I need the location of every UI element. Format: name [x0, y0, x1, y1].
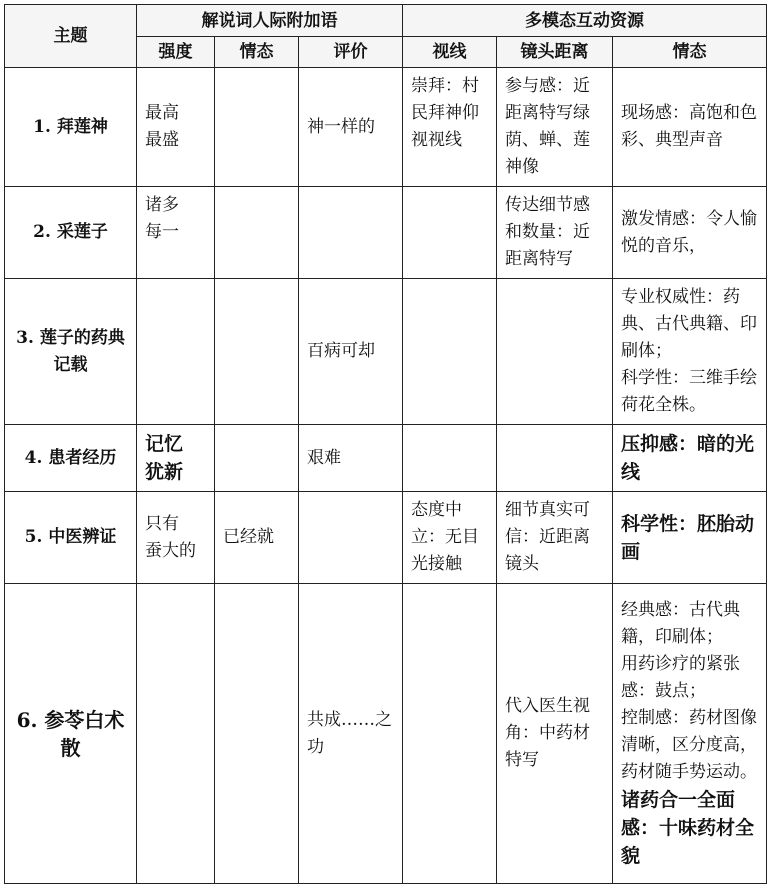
cell-modality: 已经就 [215, 492, 299, 584]
table-row [5, 492, 767, 584]
header-topic: 主题 [5, 5, 137, 68]
strength-line: 犹新 [145, 461, 184, 483]
table-row [5, 584, 767, 884]
cell-gaze [403, 187, 497, 279]
strength-line: 最高 [145, 103, 179, 123]
cell-shot-distance: 代入医生视角：中药材特写 [497, 584, 613, 884]
cell-evaluation: 共成……之功 [299, 584, 403, 884]
cell-emotion [613, 425, 767, 492]
emotion-line: 经典感：古代典籍，印刷体； [621, 600, 741, 647]
cell-shot-distance [497, 425, 613, 492]
cell-strength [137, 68, 215, 187]
table-row [5, 279, 767, 425]
cell-shot-distance: 参与感：近距离特写绿荫、蝉、莲神像 [497, 68, 613, 187]
cell-shot-distance: 细节真实可信：近距离镜头 [497, 492, 613, 584]
row-topic: 3. 莲子的药典记载 [5, 279, 137, 425]
cell-gaze: 态度中立：无目光接触 [403, 492, 497, 584]
emotion-line: 专业权威性：药典、古代典籍、印刷体； [621, 287, 758, 361]
row-topic: 5. 中医辨证 [5, 492, 137, 584]
col-modality: 情态 [215, 37, 299, 68]
strength-line: 诸多 [145, 195, 179, 215]
emotion-line: 压抑感：暗的光线 [621, 433, 755, 483]
emotion-line: 科学性：三维手绘荷花全株。 [621, 368, 758, 415]
cell-evaluation [299, 187, 403, 279]
cell-shot-distance: 传达细节感和数量：近距离特写 [497, 187, 613, 279]
strength-line: 每一 [145, 222, 179, 242]
cell-emotion [613, 584, 767, 884]
cell-strength [137, 187, 215, 279]
cell-evaluation: 艰难 [299, 425, 403, 492]
emotion-line: 用药诊疗的紧张感：鼓点； [621, 654, 741, 701]
cell-modality [215, 279, 299, 425]
col-evaluation: 评价 [299, 37, 403, 68]
cell-modality [215, 584, 299, 884]
table-row [5, 187, 767, 279]
cell-strength [137, 425, 215, 492]
cell-gaze [403, 425, 497, 492]
emotion-line: 科学性：胚胎动画 [621, 512, 755, 563]
cell-strength [137, 584, 215, 884]
row-topic: 6. 参苓白术散 [5, 584, 137, 884]
col-shot-distance: 镜头距离 [497, 37, 613, 68]
cell-gaze: 崇拜：村民拜神仰视视线 [403, 68, 497, 187]
emotion-line: 控制感：药材图像清晰，区分度高，药材随手势运动。 [621, 708, 758, 782]
col-gaze: 视线 [403, 37, 497, 68]
cell-evaluation [299, 492, 403, 584]
strength-line: 只有 [145, 513, 179, 534]
col-strength: 强度 [137, 37, 215, 68]
cell-emotion [613, 279, 767, 425]
analysis-table [4, 4, 767, 884]
cell-modality [215, 187, 299, 279]
cell-gaze [403, 584, 497, 884]
row-topic: 2. 采莲子 [5, 187, 137, 279]
header-group-multimodal: 多模态互动资源 [403, 5, 767, 37]
cell-emotion [613, 492, 767, 584]
cell-strength [137, 492, 215, 584]
row-topic: 1. 拜莲神 [5, 68, 137, 187]
cell-shot-distance [497, 279, 613, 425]
header-group-interpersonal: 解说词人际附加语 [137, 5, 403, 37]
strength-line: 记忆 [145, 433, 184, 455]
emotion-line: 现场感：高饱和色彩、典型声音 [621, 103, 758, 150]
cell-evaluation: 神一样的 [299, 68, 403, 187]
emotion-line: 激发情感：令人愉悦的音乐， [621, 208, 758, 256]
cell-modality [215, 68, 299, 187]
cell-evaluation: 百病可却 [299, 279, 403, 425]
cell-gaze [403, 279, 497, 425]
table-row [5, 425, 767, 492]
strength-line: 蚕大的 [145, 540, 196, 561]
cell-emotion [613, 187, 767, 279]
cell-modality [215, 425, 299, 492]
cell-strength [137, 279, 215, 425]
row-topic: 4. 患者经历 [5, 425, 137, 492]
strength-line: 最盛 [145, 130, 179, 150]
table-row [5, 68, 767, 187]
cell-emotion [613, 68, 767, 187]
emotion-line: 诸药合一全面感：十味药材全貌 [621, 789, 755, 867]
col-emotion: 情态 [613, 37, 767, 68]
